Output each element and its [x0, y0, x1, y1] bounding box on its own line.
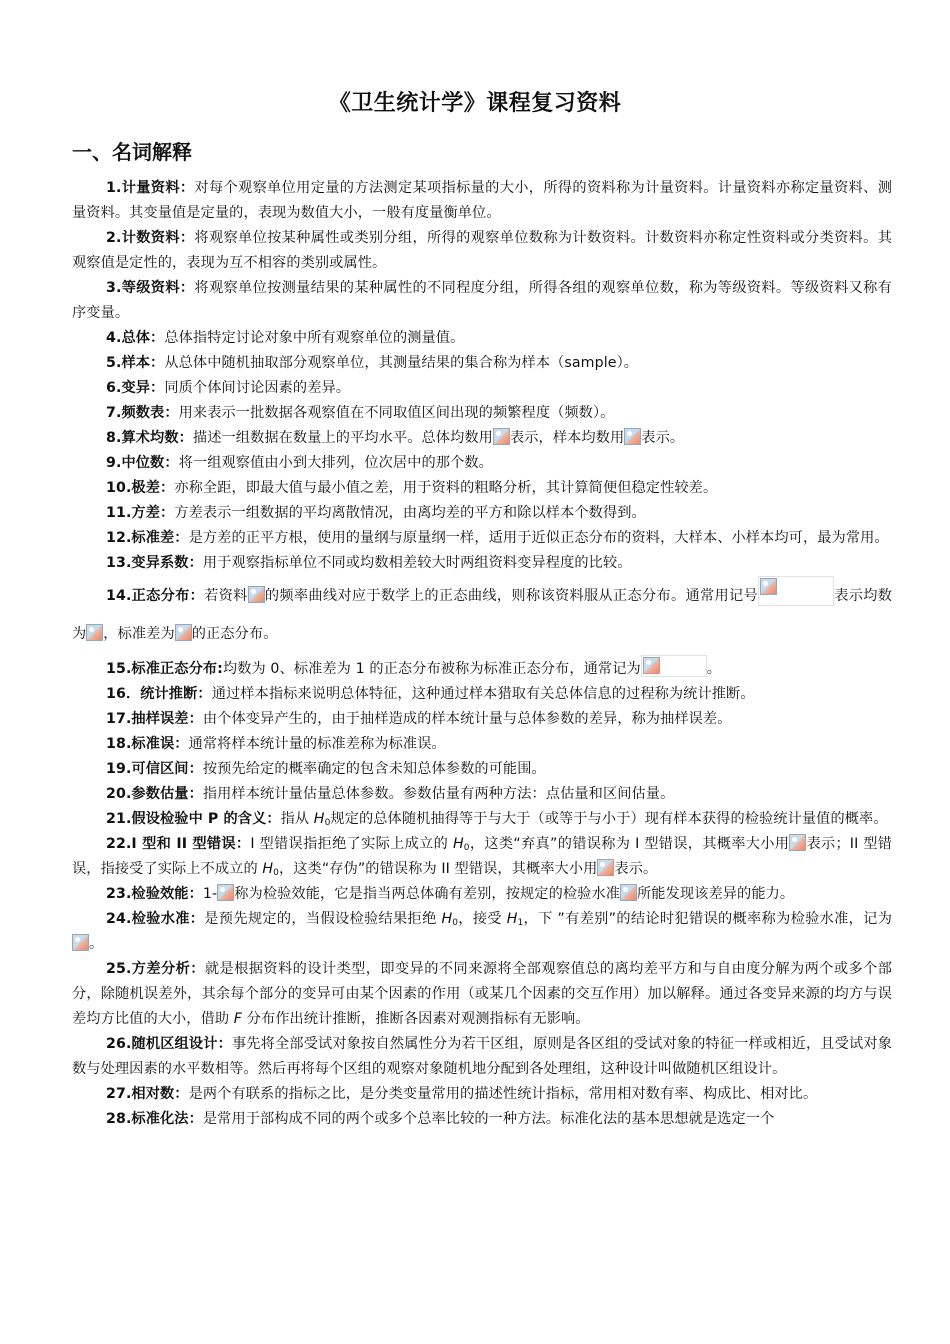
definition-term: 11.方差 — [106, 505, 161, 521]
definition-term: 23.检验效能 — [106, 886, 189, 902]
definition-item: 17.抽样误差：由个体变异产生的，由于抽样造成的样本统计量与总体参数的差异，称为抽样误差。 — [106, 711, 732, 727]
definition-term: 27.相对数 — [106, 1086, 175, 1102]
definition-term: 5.样本 — [106, 355, 151, 371]
definition-term: 13.变异系数 — [106, 555, 189, 571]
definition-text: 按预先给定的概率确定的包含未知总体参数的可能围。 — [202, 761, 546, 777]
definition-term: 22.I 型和 II 型错误 — [106, 836, 236, 852]
definition-item: 23.检验效能：1- 称为检验效能，它是指当两总体确有差别，按规定的检验水准 所能发现该差异的能力。 — [106, 886, 795, 902]
definition-text: 总体指特定讨论对象中所有观察单位的测量值。 — [164, 330, 465, 346]
definition-term: 9.中位数 — [106, 455, 165, 471]
definition-item: 25.方差分析：就是根据资料的设计类型，即变异的不同来源将全部观察值总的离均差平方和与自由度分解为两个或多个部分，除随机误差外，其余每个部分的变异可由某个因素的作用（或某几个因素的交互作用）加以解释。通过各变异来源的均方与误差均方比值的大小，借助 F 分布作出统计推断，推断各因素对观测指标有无影响。 — [72, 961, 893, 1027]
definition-term: 17.抽样误差 — [106, 711, 189, 727]
document-title: 《卫生统计学》课程复习资料 — [328, 91, 622, 116]
definition-term: 2.计数资料 — [106, 230, 180, 246]
definition-item: 5.样本：从总体中随机抽取部分观察单位，其测量结果的集合称为样本（sample）。 — [106, 355, 639, 371]
definition-text: 用来表示一批数据各观察值在不同取值区间出现的频繁程度（频数）。 — [178, 405, 615, 421]
standard-normal-notation-image-icon — [641, 655, 707, 677]
definition-text: 是方差的正平方根，使用的量纲与原量纲一样，适用于近似正态分布的资料，大样本、小样本均可，最为常用。 — [188, 530, 889, 546]
definition-text: 事先将全部受试对象按自然属性分为若干区组，原则是各区组的受试对象的特征一样或相近，且受试对象数与处理因素的水平数相等。然后再将每个区组的观察对象随机地分配到各处理组，这种设计叫做随机区组设计。 — [72, 1036, 892, 1077]
definition-item: 26.随机区组设计：事先将全部受试对象按自然属性分为若干区组，原则是各区组的受试对象的特征一样或相近，且受试对象数与处理因素的水平数相等。然后再将每个区组的观察对象随机地分配到各处理组，这种设计叫做随机区组设计。 — [72, 1036, 892, 1077]
definition-term: 12.标准差 — [106, 530, 175, 546]
definition-term: 20.参数估量 — [106, 786, 189, 802]
definition-term: 6.变异 — [106, 380, 151, 396]
alpha-formula-image-icon — [789, 834, 806, 851]
definition-item: 2.计数资料：将观察单位按某种属性或类别分组，所得的观察单位数称为计数资料。计数资料亦称定性资料或分类资料。其观察值是定性的，表现为互不相容的类别或属性。 — [72, 230, 892, 271]
definition-term: 1.计量资料 — [106, 180, 180, 196]
definitions-list — [72, 176, 892, 1132]
definition-item: 9.中位数：将一组观察值由小到大排列，位次居中的那个数。 — [106, 455, 493, 471]
beta-formula-image-icon — [597, 859, 614, 876]
definition-text: 亦称全距，即最大值与最小值之差，用于资料的粗略分析，其计算简便但稳定性较差。 — [174, 480, 718, 496]
definition-text: 对每个观察单位用定量的方法测定某项指标量的大小，所得的资料称为计量资料。计量资料亦称定量资料、测量资料。其变量值是定量的，表现为数值大小，一般有度量衡单位。 — [72, 180, 892, 221]
definition-item: 24.检验水准：是预先规定的，当假设检验结果拒绝 $H_0$，接受 $H_1$，下 ”有差别”的结论时犯错误的概率称为检验水准，记为。 — [72, 907, 892, 957]
definition-item: 12.标准差：是方差的正平方根，使用的量纲与原量纲一样，适用于近似正态分布的资料，大样本、小样本均可，最为常用。 — [106, 530, 889, 546]
definition-item: 16．统计推断：通过样本指标来说明总体特征，这种通过样本猎取有关总体信息的过程称为统计推断。 — [106, 686, 755, 702]
definition-item: 18.标准误：通常将样本统计量的标准差称为标准误。 — [106, 736, 446, 752]
normal-notation-image-icon — [758, 576, 834, 606]
definition-text: 将观察单位按测量结果的某种属性的不同程度分组，所得各组的观察单位数，称为等级资料。等级资料又称有序变量。 — [72, 280, 892, 321]
definition-text: 方差表示一组数据的平均离散情况，由离均差的平方和除以样本个数得到。 — [174, 505, 646, 521]
alpha-formula-image-icon — [72, 934, 89, 951]
definition-term: 4.总体 — [106, 330, 151, 346]
definition-item: 1.计量资料：对每个观察单位用定量的方法测定某项指标量的大小，所得的资料称为计量资料。计量资料亦称定量资料、测量资料。其变量值是定量的，表现为数值大小，一般有度量衡单位。 — [72, 180, 892, 221]
definition-text: 将观察单位按某种属性或类别分组，所得的观察单位数称为计数资料。计数资料亦称定性资料或分类资料。其观察值是定性的，表现为互不相容的类别或属性。 — [72, 230, 892, 271]
definition-text: 是两个有联系的指标之比，是分类变量常用的描述性统计指标，常用相对数有率、构成比、相对比。 — [188, 1086, 818, 1102]
definition-term: 10.极差 — [106, 480, 161, 496]
definition-term: 14.正态分布 — [106, 588, 190, 604]
definition-item: 4.总体：总体指特定讨论对象中所有观察单位的测量值。 — [106, 330, 465, 346]
section-heading: 一、名词解释 — [72, 140, 192, 164]
definition-term: 19.可信区间 — [106, 761, 189, 777]
definition-item: 7.频数表：用来表示一批数据各观察值在不同取值区间出现的频繁程度（频数）。 — [106, 405, 615, 421]
definition-item: 13.变异系数：用于观察指标单位不同或均数相差较大时两组资料变异程度的比较。 — [106, 555, 632, 571]
definition-item: 20.参数估量：指用样本统计量估量总体参数。参数估量有两种方法：点估量和区间估量。 — [106, 786, 675, 802]
definition-term: 28.标准化法 — [106, 1111, 189, 1127]
definition-item: 28.标准化法：是常用于部构成不同的两个或多个总率比较的一种方法。标准化法的基本思想就是选定一个 — [106, 1111, 775, 1127]
definition-term: 15.标准正态分布: — [106, 661, 223, 677]
definition-item: 21.假设检验中 P 的含义：指从 $H_0$规定的总体随机抽得等于与大于（或等于与小于）现有样本获得的检验统计量值的概率。 — [106, 811, 888, 828]
definition-item: 14.正态分布：若资料 的频率曲线对应于数学上的正态曲线，则称该资料服从正态分布。通常用记号 表示均数为 ，标准差为 的正态分布。 — [72, 576, 892, 653]
mu-formula-image-icon — [493, 428, 510, 445]
definition-term: 21.假设检验中 P 的含义 — [106, 811, 267, 827]
x-formula-image-icon — [248, 586, 265, 603]
definition-text: 由个体变异产生的，由于抽样造成的样本统计量与总体参数的差异，称为抽样误差。 — [202, 711, 732, 727]
definition-term: 3.等级资料 — [106, 280, 180, 296]
definition-item: 10.极差：亦称全距，即最大值与最小值之差，用于资料的粗略分析，其计算简便但稳定性较差。 — [106, 480, 718, 496]
definition-text: 是常用于部构成不同的两个或多个总率比较的一种方法。标准化法的基本思想就是选定一个 — [202, 1111, 775, 1127]
beta-formula-image-icon — [217, 884, 234, 901]
definition-item: 15.标准正态分布:均数为 0、标准差为 1 的正态分布被称为标准正态分布，通常记为 。 — [72, 655, 892, 682]
definition-term: 24.检验水准 — [106, 911, 190, 927]
definition-term: 8.算术均数 — [106, 430, 179, 446]
definition-term: 18.标准误 — [106, 736, 175, 752]
definition-text: 将一组观察值由小到大排列，位次居中的那个数。 — [178, 455, 493, 471]
definition-text: 从总体中随机抽取部分观察单位，其测量结果的集合称为样本（sample）。 — [164, 355, 639, 371]
definition-item: 6.变异：同质个体间讨论因素的差异。 — [106, 380, 351, 396]
definition-item: 8.算术均数：描述一组数据在数量上的平均水平。总体均数用 表示，样本均数用 表示。 — [106, 430, 685, 446]
definition-item: 19.可信区间：按预先给定的概率确定的包含未知总体参数的可能围。 — [106, 761, 546, 777]
definition-term: 16．统计推断 — [106, 686, 198, 702]
definition-term: 7.频数表 — [106, 405, 165, 421]
definition-text: 通常将样本统计量的标准差称为标准误。 — [188, 736, 446, 752]
sigma-formula-image-icon — [175, 624, 192, 641]
definition-item: 22.I 型和 II 型错误：I 型错误指拒绝了实际上成立的 $H_0$，这类“弃真”的错误称为 I 型错误，其概率大小用 表示；II 型错误，指接受了实际上不成立的 $H_0$，这类“存伪”的错误称为 II 型错误，其概率大小用 表示。 — [72, 836, 893, 878]
definition-text: 用于观察指标单位不同或均数相差较大时两组资料变异程度的比较。 — [202, 555, 632, 571]
mu-formula-image-icon — [86, 624, 103, 641]
alpha-formula-image-icon — [620, 884, 637, 901]
definition-item: 11.方差：方差表示一组数据的平均离散情况，由离均差的平方和除以样本个数得到。 — [106, 505, 646, 521]
definition-text: 指用样本统计量估量总体参数。参数估量有两种方法：点估量和区间估量。 — [202, 786, 675, 802]
definition-term: 26.随机区组设计 — [106, 1036, 218, 1052]
xbar-formula-image-icon — [624, 428, 641, 445]
definition-text: 同质个体间讨论因素的差异。 — [164, 380, 351, 396]
definition-item: 3.等级资料：将观察单位按测量结果的某种属性的不同程度分组，所得各组的观察单位数，称为等级资料。等级资料又称有序变量。 — [72, 280, 892, 321]
definition-term: 25.方差分析 — [106, 961, 191, 977]
definition-item: 27.相对数：是两个有联系的指标之比，是分类变量常用的描述性统计指标，常用相对数有率、构成比、相对比。 — [106, 1086, 818, 1102]
definition-text: 通过样本指标来说明总体特征，这种通过样本猎取有关总体信息的过程称为统计推断。 — [211, 686, 755, 702]
